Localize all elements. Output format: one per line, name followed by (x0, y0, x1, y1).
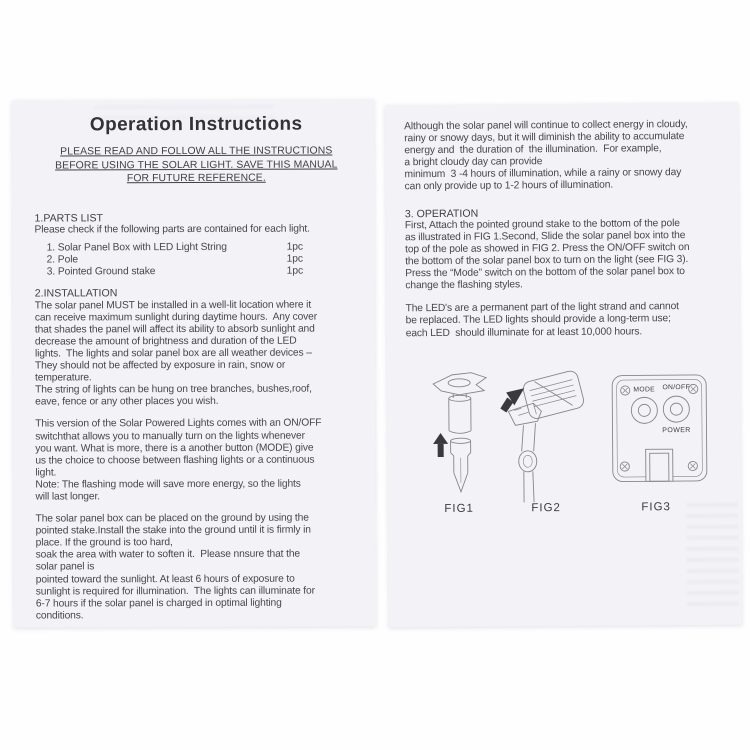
installation-paragraph-2: This version of the Solar Powered Lights comes with an ON/OFF switchthat allows you to manually turn on the lights whenever you want. What is more, there is a another button (MODE) give us the choice to choose between flashing lights or a continuous light. Note: The flashing mode will save more energy, so the lights will last longer. (35, 418, 322, 503)
installation-section (35, 287, 360, 623)
part-name: 2. Pole (46, 254, 79, 266)
parts-list (35, 241, 359, 279)
part-quantity: 1pc (286, 241, 303, 253)
mode-button (631, 397, 657, 423)
screw-icon (620, 462, 629, 471)
operation-heading: 3. OPERATION (404, 207, 479, 220)
installation-heading: 2.INSTALLATION (34, 287, 118, 300)
fig3-control-panel-diagram (612, 375, 707, 482)
installation-paragraph-3: The solar panel box can be placed on the ground by using the pointed stake.Install the stake into the ground until it is firmly in place. If the ground is too hard, soak the area with water to soften it. Please nnsure that the solar panel is pointed toward the sunlight. At least 6 hours of exposure to sunlight is required for illumination. The lights can illuminate for 6-7 hours if the solar panel is charged in optimal lighting conditions. (35, 512, 315, 622)
onoff-button (663, 396, 689, 422)
manual-page-right (385, 103, 742, 628)
up-arrow-icon (433, 433, 448, 457)
part-quantity: 1pc (286, 265, 304, 277)
fig3-caption: FIG3 (641, 501, 671, 514)
parts-list-heading: 1.PARTS LIST (34, 211, 104, 225)
mode-button-label: MODE (633, 386, 656, 394)
screw-icon (621, 386, 630, 395)
list-item (35, 253, 359, 266)
installation-paragraph-1: The solar panel MUST be installed in a well-lit location where it can receive maximum sunlight during daytime hours. Any cover that shades the panel will affect its ability to absorb sunlight and decrease the amount of brightness and duration of the LED lights. The lights and solar panel box are all weather devices – They should not be affected by exposure in rain, snow or temperature. The string of lights can be hung on tree branches, bushes,roof, eave, fence or any other places you wish. (34, 299, 318, 408)
list-item (35, 241, 359, 254)
fig2-caption: FIG2 (531, 502, 561, 515)
operation-paragraph-1: First, Attach the pointed ground stake to the bottom of the pole as illustrated in FIG 1.Second, Slide the solar panel box into the top of the pole as showed in FIG 2. Press the ON/OFF switch on the bottom of the solar panel box to turn on the light (see FIG 3). Press the “Mode” switch on the bottom of the solar panel box to change the flashing styles. (404, 217, 690, 292)
fig1-stake-pole-diagram (433, 373, 487, 492)
onoff-button-label: ON/OFF (662, 384, 690, 392)
part-name: 1. Solar Panel Box with LED Light String (46, 241, 227, 254)
page-title: Operation Instructions (89, 113, 303, 136)
figures-illustration (387, 363, 741, 516)
bleed-through-text (686, 503, 739, 607)
manual-page-left (12, 99, 376, 627)
left-page-content (34, 113, 360, 622)
part-name: 3. Pointed Ground stake (46, 266, 156, 278)
right-page-content (404, 119, 732, 340)
fig1-caption: FIG1 (444, 502, 474, 515)
read-notice: PLEASE READ AND FOLLOW ALL THE INSTRUCTIONS BEFORE USING THE SOLAR LIGHT. SAVE THIS MANUAL FOR FUTURE REFERENCE. (55, 145, 338, 185)
power-label: POWER (662, 427, 691, 435)
screw-icon (688, 461, 697, 470)
part-quantity: 1pc (286, 253, 303, 265)
parts-list-section (34, 211, 358, 279)
operation-paragraph-2: The LED's are a permanent part of the light strand and cannot be replaced. The LED lights should provide a long-term use; each LED should illuminate for at least 10,000 hours. (405, 301, 679, 339)
list-item (35, 266, 359, 279)
fig2-solar-box-diagram (500, 369, 586, 502)
cloudy-day-paragraph: Although the solar panel will continue to collect energy in cloudy, rainy or snowy days, but it will diminish the ability to accumulate energy and the duration of the illumination. For example, a bright cloudy day can provide minimum 3 -4 hours of illumination, while a rainy or snowy day can only provide up to 1-2 hours of illumination. (404, 119, 688, 193)
parts-list-intro: Please check if the following parts are contained for each light. (34, 223, 310, 236)
